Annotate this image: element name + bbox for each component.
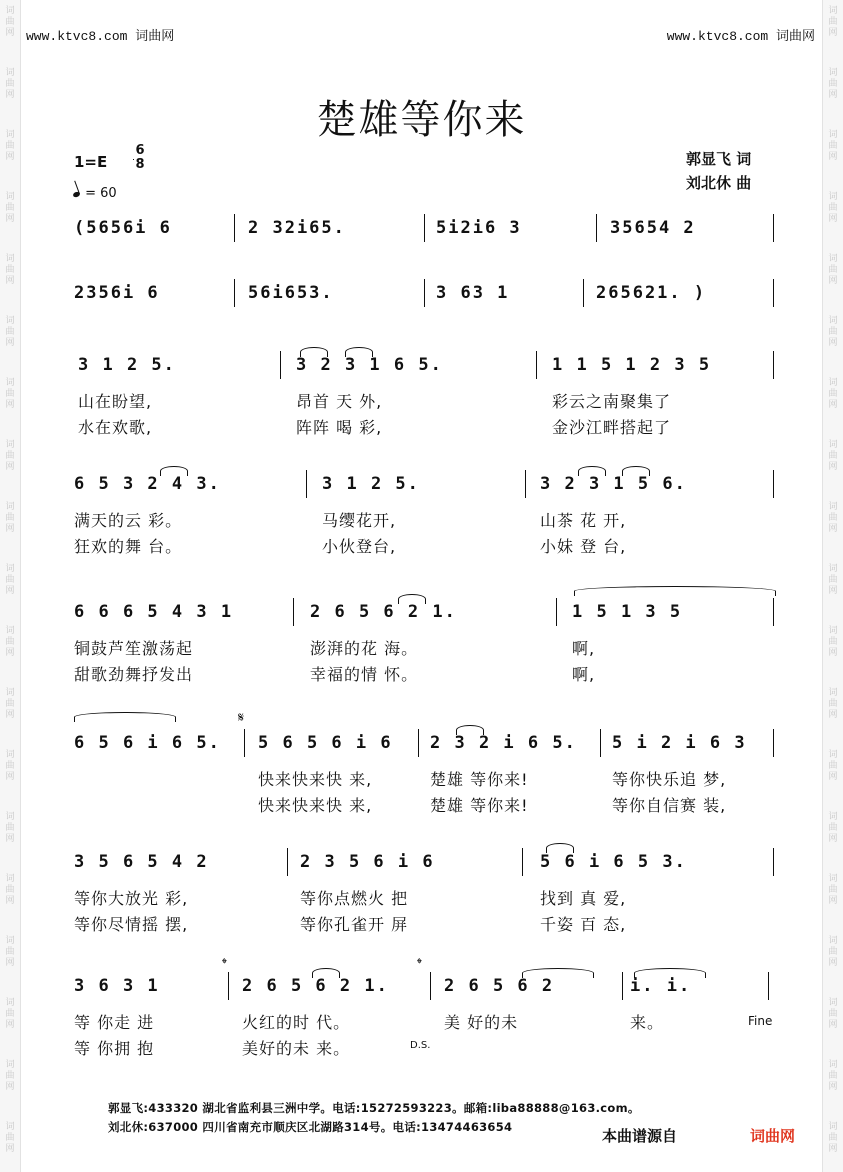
note-measure: 5i2i6 3 (436, 218, 522, 238)
lyric-verse-1: 火红的时 代。 (242, 1013, 351, 1032)
note-measure: 3 2 3 1 6 5. (296, 355, 443, 375)
side-watermark-text: 词 曲 网 (5, 6, 15, 38)
tempo-marking (73, 186, 117, 201)
bar-line (306, 470, 307, 498)
lyric-verse-2: 狂欢的舞 台。 (74, 537, 183, 556)
bar-line (596, 214, 597, 242)
note-measure: 3 2 3 1 5 6. (540, 474, 687, 494)
side-watermark-text: 词 曲 网 (5, 936, 15, 968)
time-signature (133, 144, 147, 172)
note-measure: 3 1 2 5. (322, 474, 420, 494)
side-watermark-text: 词 曲 网 (5, 812, 15, 844)
corner-watermark-right: www.ktvc8.com 词曲网 (666, 29, 815, 44)
slur-mark (312, 968, 340, 978)
note-measure: 3 1 2 5. (78, 355, 176, 375)
coda-sign-icon: 𝄌 (222, 956, 227, 972)
bar-line (536, 351, 537, 379)
bar-line (622, 972, 623, 1000)
side-watermark-text: 词 曲 网 (5, 1060, 15, 1092)
lyric-verse-1: 等 你走 进 (74, 1013, 155, 1032)
slur-mark (634, 968, 706, 978)
bar-line (556, 598, 557, 626)
lyric-verse-2: 阵阵 喝 彩, (296, 418, 383, 437)
side-watermark-text: 词 曲 网 (5, 1122, 15, 1154)
lyric-verse-2: 等你尽情摇 摆, (74, 915, 189, 934)
lyric-verse-1: 等你点燃火 把 (300, 889, 409, 908)
side-watermark-text: 词 曲 网 (828, 626, 838, 658)
tempo-value: = 60 (85, 186, 117, 201)
side-watermark-text: 词 曲 网 (5, 688, 15, 720)
note-measure: 6 6 6 5 4 3 1 (74, 602, 234, 622)
bar-line (430, 972, 431, 1000)
lyric-verse-2: 快来快来快 来, (258, 796, 373, 815)
side-watermark-text: 词 曲 网 (5, 254, 15, 286)
note-measure: 5 6 5 6 i 6 (258, 733, 393, 753)
bar-line (244, 729, 245, 757)
side-watermark-text: 词 曲 网 (828, 6, 838, 38)
lyric-verse-1: 满天的云 彩。 (74, 511, 183, 530)
slur-mark (345, 347, 373, 357)
note-measure: 1 1 5 1 2 3 5 (552, 355, 712, 375)
slur-mark (622, 466, 650, 476)
note-measure: 6 5 3 2 4 3. (74, 474, 221, 494)
note-measure: 2 3 5 6 i 6 (300, 852, 435, 872)
side-watermark-text: 词 曲 网 (828, 998, 838, 1030)
lyric-verse-1: 找到 真 爱, (540, 889, 627, 908)
slur-mark (300, 347, 328, 357)
lyric-verse-1: 楚雄 等你来! (430, 770, 529, 789)
lyric-verse-2: 等你自信赛 装, (612, 796, 727, 815)
note-measure: 2 32i65. (248, 218, 346, 238)
lyricist-contact: 郭显飞:433320 湖北省监利县三洲中学。电话:15272593223。邮箱:liba88888@163.com。 (108, 1101, 640, 1115)
side-watermark-text: 词 曲 网 (828, 750, 838, 782)
lyric-verse-2: 等 你拥 抱 (74, 1039, 155, 1058)
slur-mark (522, 968, 594, 978)
bar-line (773, 598, 774, 626)
note-measure: i. i. (630, 976, 692, 996)
bar-line (234, 214, 235, 242)
lyric-verse-1: 山茶 花 开, (540, 511, 627, 530)
bar-line (525, 470, 526, 498)
note-measure: 2 6 5 6 2 1. (310, 602, 457, 622)
note-measure: 5 i 2 i 6 3 (612, 733, 747, 753)
lyric-verse-2: 楚雄 等你来! (430, 796, 529, 815)
left-watermark-strip (0, 0, 21, 1172)
note-measure: 2 6 5 6 2 (444, 976, 555, 996)
note-measure: 2 6 5 6 2 1. (242, 976, 389, 996)
lyric-verse-1: 山在盼望, (78, 392, 153, 411)
note-measure: 56i653. (248, 283, 334, 303)
note-measure: 3 5 6 5 4 2 (74, 852, 209, 872)
note-measure: 265621. ) (596, 283, 707, 303)
bar-line (418, 729, 419, 757)
bar-line (424, 214, 425, 242)
side-watermark-text: 词 曲 网 (828, 564, 838, 596)
side-watermark-text: 词 曲 网 (5, 874, 15, 906)
lyric-verse-1: 啊, (572, 639, 596, 658)
key-signature: 1=E (74, 153, 108, 171)
side-watermark-text: 词 曲 网 (828, 68, 838, 100)
side-watermark-text: 词 曲 网 (828, 1060, 838, 1092)
lyric-verse-1: 澎湃的花 海。 (310, 639, 419, 658)
side-watermark-text: 词 曲 网 (5, 192, 15, 224)
side-watermark-text: 词 曲 网 (828, 502, 838, 534)
lyric-verse-2: 小伙登台, (322, 537, 397, 556)
side-watermark-text: 词 曲 网 (828, 1122, 838, 1154)
bar-line (583, 279, 584, 307)
bar-line (293, 598, 294, 626)
note-measure: 35654 2 (610, 218, 696, 238)
note-measure: 1 5 1 3 5 (572, 602, 683, 622)
side-watermark-text: 词 曲 网 (828, 936, 838, 968)
side-watermark-text: 词 曲 网 (828, 378, 838, 410)
side-watermark-text: 词 曲 网 (5, 564, 15, 596)
bar-line (280, 351, 281, 379)
slur-mark (398, 594, 426, 604)
side-watermark-text: 词 曲 网 (828, 812, 838, 844)
side-watermark-text: 词 曲 网 (5, 502, 15, 534)
bar-line (234, 279, 235, 307)
lyric-verse-2: 啊, (572, 665, 596, 684)
lyric-verse-1: 等你快乐追 梦, (612, 770, 727, 789)
side-watermark-text: 词 曲 网 (5, 68, 15, 100)
side-watermark-text: 词 曲 网 (828, 316, 838, 348)
bar-line (600, 729, 601, 757)
right-watermark-strip (822, 0, 843, 1172)
note-measure: 2 3 2 i 6 5. (430, 733, 577, 753)
bar-line (228, 972, 229, 1000)
lyric-verse-2: 美好的未 来。 (242, 1039, 351, 1058)
note-measure: 2356i 6 (74, 283, 160, 303)
segno-sign-icon: 𝄋 (238, 710, 245, 726)
corner-watermark-left: www.ktvc8.com 词曲网 (26, 29, 175, 44)
slur-mark (546, 843, 574, 853)
bar-line (773, 848, 774, 876)
side-watermark-text: 词 曲 网 (828, 254, 838, 286)
note-measure: 5 6 i 6 5 3. (540, 852, 687, 872)
lyric-verse-1: 快来快来快 来, (258, 770, 373, 789)
composer-credit: 刘北休 曲 (686, 174, 752, 192)
side-watermark-text: 词 曲 网 (5, 378, 15, 410)
lyric-verse-2: 小妹 登 台, (540, 537, 627, 556)
lyric-verse-1: 昂首 天 外, (296, 392, 383, 411)
lyric-verse-2: 甜歌劲舞抒发出 (74, 665, 194, 684)
lyric-verse-1: 马缨花开, (322, 511, 397, 530)
lyricist-credit: 郭显飞 词 (686, 150, 752, 168)
side-watermark-text: 词 曲 网 (5, 750, 15, 782)
bar-line (773, 470, 774, 498)
note-measure: 3 63 1 (436, 283, 510, 303)
side-watermark-text: 词 曲 网 (5, 316, 15, 348)
lyric-verse-1: 来。 (630, 1013, 665, 1032)
lyric-verse-2: 金沙江畔搭起了 (552, 418, 672, 437)
slur-mark (574, 586, 776, 596)
credits (686, 147, 751, 195)
bar-line (773, 351, 774, 379)
ds-marking: D.S. (410, 1040, 431, 1051)
time-signature-bottom: 8 (135, 157, 145, 172)
side-watermark-text: 词 曲 网 (5, 130, 15, 162)
lyric-verse-1: 彩云之南聚集了 (552, 392, 672, 411)
slur-mark (74, 712, 176, 722)
lyric-verse-2: 千姿 百 态, (540, 915, 627, 934)
fine-marking: Fine (748, 1014, 773, 1028)
bar-line (773, 279, 774, 307)
site-brand-link[interactable]: 词曲网 (750, 1127, 796, 1145)
side-watermark-text: 词 曲 网 (828, 688, 838, 720)
bar-line (768, 972, 769, 1000)
bar-line (424, 279, 425, 307)
slur-mark (456, 725, 484, 735)
side-watermark-text: 词 曲 网 (5, 626, 15, 658)
slur-mark (578, 466, 606, 476)
side-watermark-text: 词 曲 网 (828, 440, 838, 472)
side-watermark-text: 词 曲 网 (828, 874, 838, 906)
lyric-verse-1: 等你大放光 彩, (74, 889, 189, 908)
bar-line (773, 214, 774, 242)
side-watermark-text: 词 曲 网 (828, 192, 838, 224)
source-label: 本曲谱源自 (598, 1125, 681, 1146)
lyric-verse-1: 铜鼓芦笙激荡起 (74, 639, 194, 658)
song-title: 楚雄等你来 (316, 97, 527, 143)
bar-line (287, 848, 288, 876)
coda-sign-icon: 𝄌 (417, 956, 422, 972)
side-watermark-text: 词 曲 网 (5, 998, 15, 1030)
lyric-verse-1: 美 好的未 (444, 1013, 519, 1032)
note-measure: 3 6 3 1 (74, 976, 160, 996)
side-watermark-text: 词 曲 网 (828, 130, 838, 162)
lyric-verse-2: 水在欢歌, (78, 418, 153, 437)
slur-mark (160, 466, 188, 476)
lyric-verse-2: 幸福的情 怀。 (310, 665, 419, 684)
composer-contact: 刘北休:637000 四川省南充市顺庆区北湖路314号。电话:13474463654 (108, 1120, 513, 1134)
note-measure: (5656i 6 (74, 218, 172, 238)
bar-line (773, 729, 774, 757)
lyric-verse-2: 等你孔雀开 屏 (300, 915, 409, 934)
quarter-note-icon (72, 191, 80, 198)
side-watermark-text: 词 曲 网 (5, 440, 15, 472)
note-measure: 6 5 6 i 6 5. (74, 733, 221, 753)
time-signature-top: 6 (135, 143, 145, 158)
bar-line (522, 848, 523, 876)
contact-footer (108, 1099, 640, 1137)
